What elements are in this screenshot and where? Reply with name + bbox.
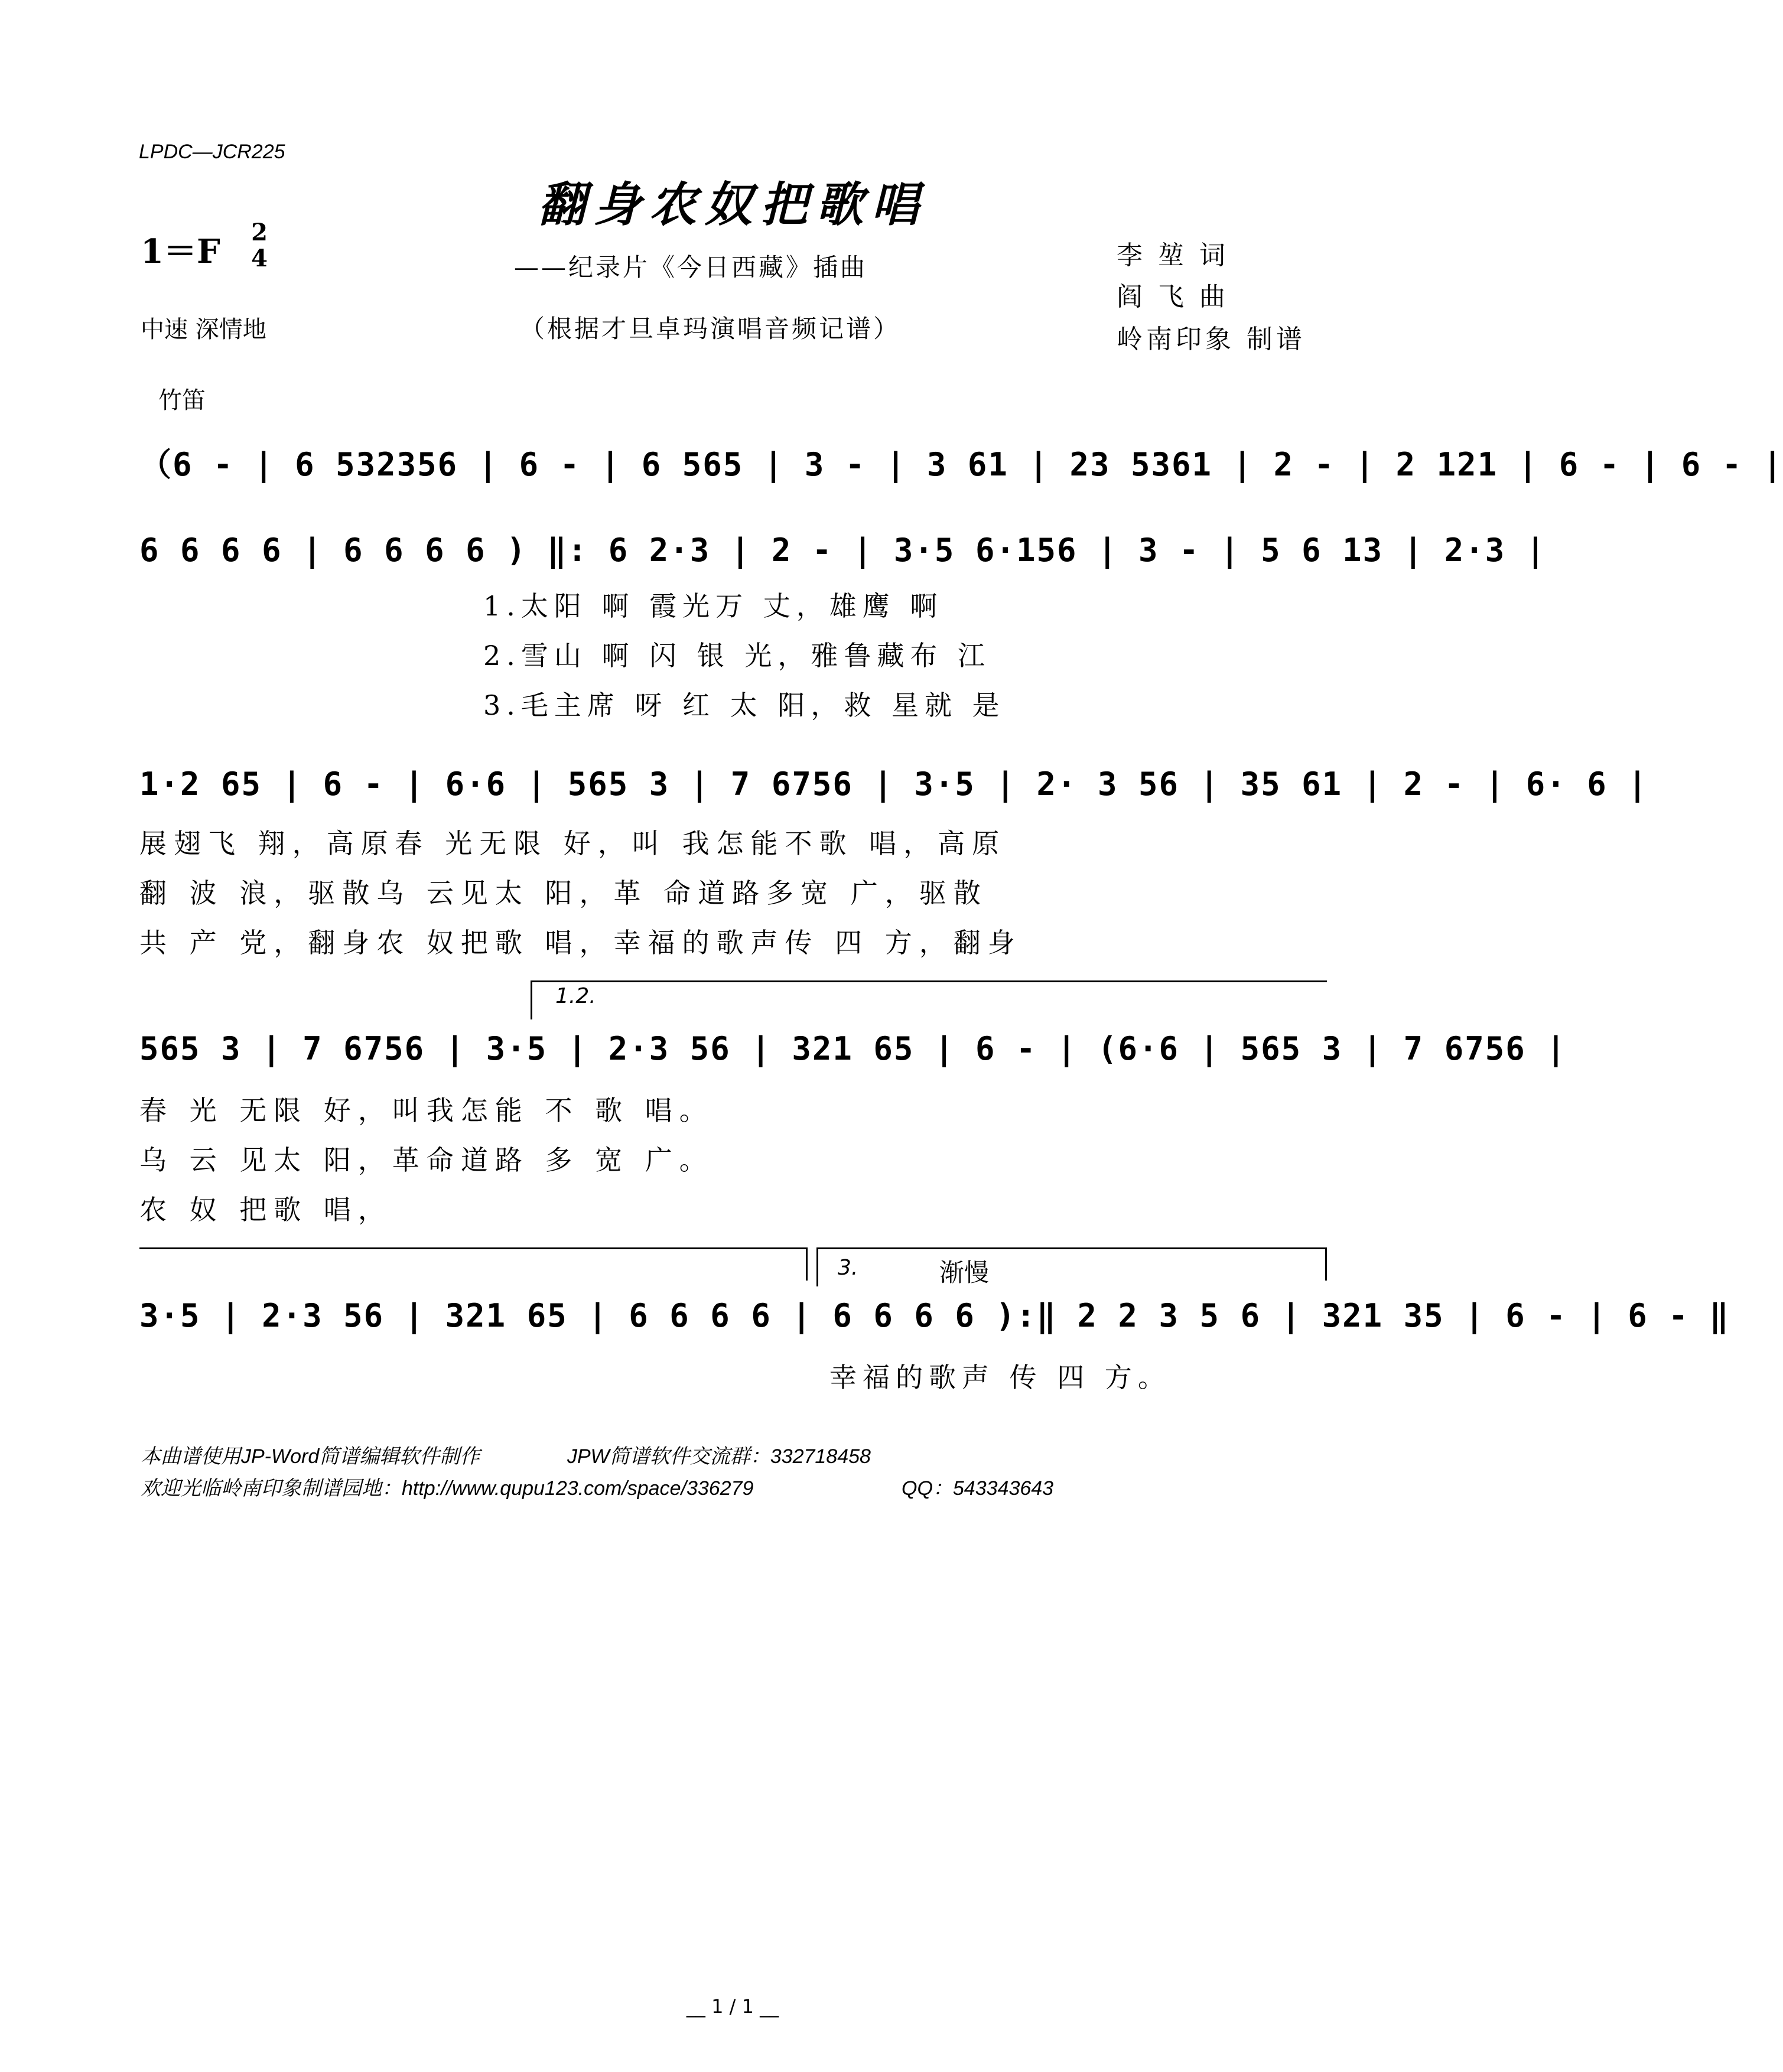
score-line-1: （6 - | 6 532356 | 6 - | 6 565 | 3 - | 3 61 | 23 5361 | 2 - | 2 121 | 6 - | 6 - | bbox=[139, 446, 1783, 483]
page-number: __ 1 / 1 __ bbox=[686, 1995, 779, 2018]
meter-top: 2 bbox=[251, 219, 268, 246]
lyric-line-5-verse-3: 幸福的歌声 传 四 方。 bbox=[829, 1361, 1171, 1393]
volta-bracket-end bbox=[806, 1247, 808, 1281]
lyric-line-3-verse-3: 共 产 党，翻身农 奴把歌 唱，幸福的歌声传 四 方，翻身 bbox=[139, 927, 1022, 959]
ritardando-label: 渐慢 bbox=[939, 1258, 990, 1287]
lyric-line-4-verse-2: 乌 云 见太 阳，革命道路 多 宽 广。 bbox=[139, 1144, 714, 1176]
volta3-bracket-top bbox=[816, 1247, 1327, 1249]
footer-qq-note: QQ：543343643 bbox=[902, 1477, 1054, 1500]
volta3-bracket-left bbox=[816, 1247, 818, 1286]
lyric-line-2-verse-1: 1.太阳 啊 霞光万 丈，雄鹰 啊 bbox=[483, 590, 943, 622]
lyric-line-2-verse-2: 2.雪山 啊 闪 银 光，雅鲁藏布 江 bbox=[483, 640, 991, 672]
lyric-line-4-verse-1: 春 光 无限 好，叫我怎能 不 歌 唱。 bbox=[139, 1094, 714, 1126]
score-code: LPDC—JCR225 bbox=[139, 141, 285, 163]
score-line-5: 3·5 | 2·3 56 | 321 65 | 6 6 6 6 | 6 6 6 6 ):‖ 2 2 3 5 6 | 321 35 | 6 - | 6 - ‖ bbox=[139, 1297, 1730, 1334]
instrument-label: 竹笛 bbox=[158, 387, 206, 414]
composer-credit: 阎 飞 曲 bbox=[1117, 282, 1229, 312]
volta-label-3: 3. bbox=[838, 1256, 858, 1280]
volta-bracket-1-2-continuation bbox=[139, 1247, 807, 1249]
source-note: （根据才旦卓玛演唱音频记谱） bbox=[520, 314, 901, 343]
tempo-marking: 中速 深情地 bbox=[141, 316, 266, 343]
arranger-credit: 岭南印象 制谱 bbox=[1117, 324, 1306, 354]
key-signature: 1＝F bbox=[141, 232, 220, 271]
volta-bracket-left bbox=[531, 980, 532, 1019]
page-title: 翻身农奴把歌唱 bbox=[538, 177, 927, 232]
volta-bracket-top bbox=[531, 980, 1327, 982]
lyric-line-4-verse-3: 农 奴 把歌 唱， bbox=[139, 1194, 392, 1226]
score-line-3: 1·2 65 | 6 - | 6·6 | 565 3 | 7 6756 | 3·5 | 2· 3 56 | 35 61 | 2 - | 6· 6 | bbox=[139, 765, 1648, 803]
time-signature bbox=[246, 220, 273, 272]
footer-website-note: 欢迎光临岭南印象制谱园地：http://www.qupu123.com/space/336279 bbox=[141, 1477, 754, 1500]
lyric-line-3-verse-2: 翻 波 浪，驱散乌 云见太 阳，革 命道路多宽 广，驱散 bbox=[139, 877, 988, 909]
lyric-line-2-verse-3: 3.毛主席 呀 红 太 阳，救 星就 是 bbox=[483, 689, 1006, 721]
lyric-line-3-verse-1: 展翅飞 翔，高原春 光无限 好，叫 我怎能不歌 唱，高原 bbox=[139, 828, 1007, 859]
meter-bottom: 4 bbox=[251, 245, 268, 272]
footer-software-note: 本曲谱使用JP-Word简谱编辑软件制作 bbox=[141, 1445, 480, 1468]
score-line-2: 6 6 6 6 | 6 6 6 6 ) ‖: 6 2·3 | 2 - | 3·5 6·156 | 3 - | 5 6 13 | 2·3 | bbox=[139, 532, 1547, 569]
lyricist-credit: 李 堃 词 bbox=[1117, 240, 1229, 271]
subtitle: ——纪录片《今日西藏》插曲 bbox=[514, 253, 868, 282]
score-line-4: 565 3 | 7 6756 | 3·5 | 2·3 56 | 321 65 | 6 - | (6·6 | 565 3 | 7 6756 | bbox=[139, 1030, 1567, 1067]
volta3-bracket-right bbox=[1325, 1247, 1327, 1281]
volta-label-1-2: 1.2. bbox=[555, 984, 596, 1008]
footer-group-note: JPW简谱软件交流群：332718458 bbox=[567, 1445, 871, 1468]
